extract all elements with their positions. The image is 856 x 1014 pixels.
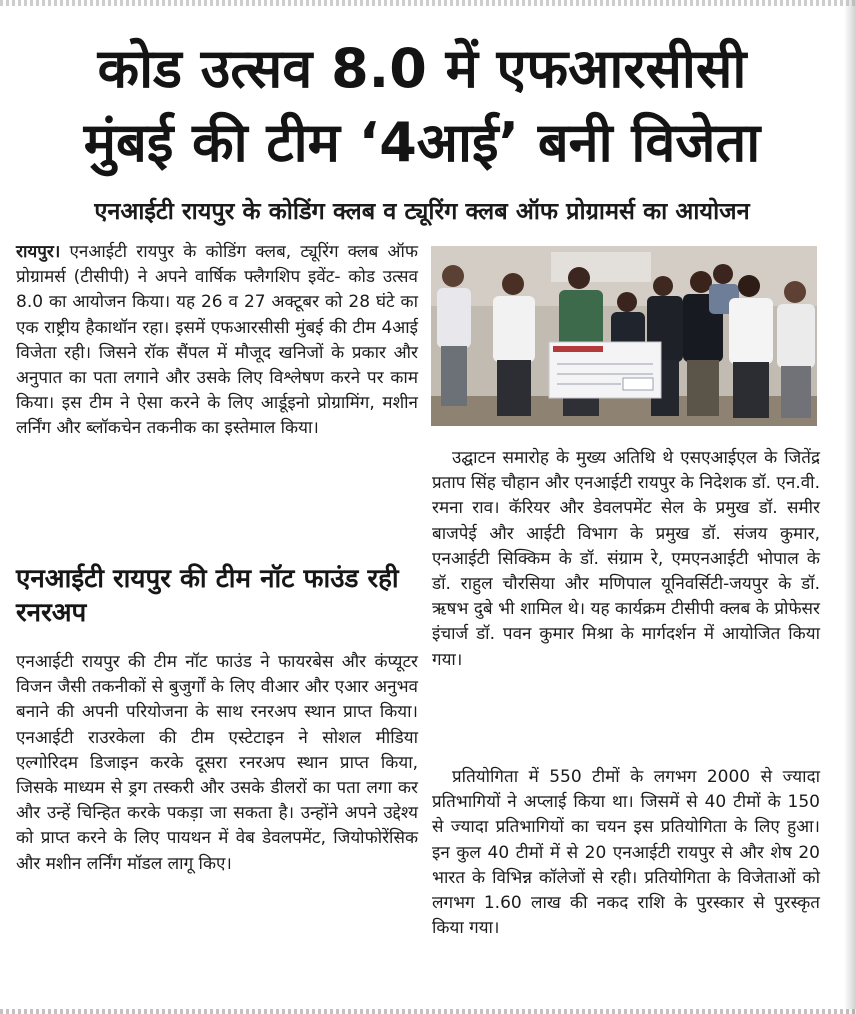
bottom-border: [0, 1009, 856, 1014]
article-paragraph-1: [16, 240, 418, 442]
headline-line-1: कोड उत्सव 8.0 में एफआरसीसी: [97, 37, 747, 100]
page-fold-shadow: [844, 0, 856, 1014]
cheque-board: [549, 342, 661, 398]
paragraph-1-text: एनआईटी रायपुर के कोडिंग क्लब, ट्यूरिंग क्लब ऑफ प्रोग्रामर्स (टीसीपी) ने अपने वार्षिक फ्लैगशिप इवेंट- कोड उत्सव 8.0 का आयोजन किया। यह 26 व 27 अक्टूबर को 28 घंटे का एक राष्ट्रीय हैकाथॉन रहा। इसमें एफआरसीसी मुंबई की टीम 4आई विजेता रही। जिसने रॉक सैंपल में मौजूद खनिजों के प्रकार और अनुपात का पता लगाने और उसके लिए विश्लेषण करने पर काम किया। इस टीम ने ऐसा करने के लिए आर्डूइनो प्रोग्रामिंग, मशीन लर्निंग और ब्लॉकचेन तकनीक का इस्तेमाल किया।: [16, 242, 419, 439]
photo-illustration: [431, 246, 817, 426]
article-paragraph-4: प्रतियोगिता में 550 टीमों के लगभग 2000 से ज्यादा प्रतिभागियों ने अप्लाई किया था। जिसमें से 40 टीमों के 150 से ज्यादा प्रतिभागियों का चयन इस प्रतियोगिता के लिए हुआ। इन कुल 40 टीमों में से 20 एनआईटी रायपुर से और शेष 20 भारत के विभिन्न कॉलेजों से रही। प्रतियोगिता के विजेताओं को लगभग 1.60 लाख की नकद राशि के पुरस्कार से पुरस्कृत किया गया।: [432, 767, 820, 939]
article-paragraph-3: उद्घाटन समारोह के मुख्य अतिथि थे एसएआईएल के जितेंद्र प्रताप सिंह चौहान और एनआईटी रायपुर के निदेशक डॉ. एन.वी. रमना राव। कॅरियर और डेवलपमेंट सेल के प्रमुख डॉ. समीर बाजपेई और आईटी विभाग के प्रमुख डॉ. संजय कुमार, एनआईटी सिक्किम के डॉ. संग्राम रे, एमएनआईटी भोपाल के डॉ. राहुल चौरसिया और मणिपाल यूनिवर्सिटी-जयपुर के डॉ. ऋषभ दुबे भी शामिल थे। यह कार्यक्रम टीसीपी क्लब के प्रोफेसर इंचार्ज डॉ. पवन कुमार मिश्रा के मार्गदर्शन में आयोजित किया गया।: [432, 448, 820, 670]
subheadline: एनआईटी रायपुर के कोडिंग क्लब व ट्यूरिंग क्लब ऑफ प्रोग्रामर्स का आयोजन: [94, 197, 750, 225]
headline-line-2: मुंबई की टीम ‘4आई’ बनी विजेता: [83, 111, 761, 174]
news-photo: [431, 246, 817, 426]
section-subheading: एनआईटी रायपुर की टीम नॉट फाउंड रही रनरअप: [16, 564, 399, 628]
top-border: [0, 0, 856, 6]
article-paragraph-2: एनआईटी रायपुर की टीम नॉट फाउंड ने फायरबेस और कंप्यूटर विजन जैसी तकनीकों से बुजुर्गों के लिए वीआर और एआर अनुभव बनाने की अपनी परियोजना के साथ रनरअप स्थान प्राप्त किया। एनआईटी राउरकेला की टीम एस्टेटाइन ने सोशल मीडिया एल्गोरिदम डिजाइन करके दूसरा रनरअप स्थान प्राप्त किया, जिसके माध्यम से ड्रग तस्करी और उसके डीलरों का पता लगा कर और उन्हें चिन्हित करके पकड़ा जा सकता है। उन्होंने अपने उद्देश्य को प्राप्त करने के लिए पायथन में वेब डेवलपमेंट, जियोफोरेंसिक और मशीन लर्निंग मॉडल लागू किए।: [16, 652, 418, 874]
dateline: रायपुर।: [16, 242, 61, 262]
